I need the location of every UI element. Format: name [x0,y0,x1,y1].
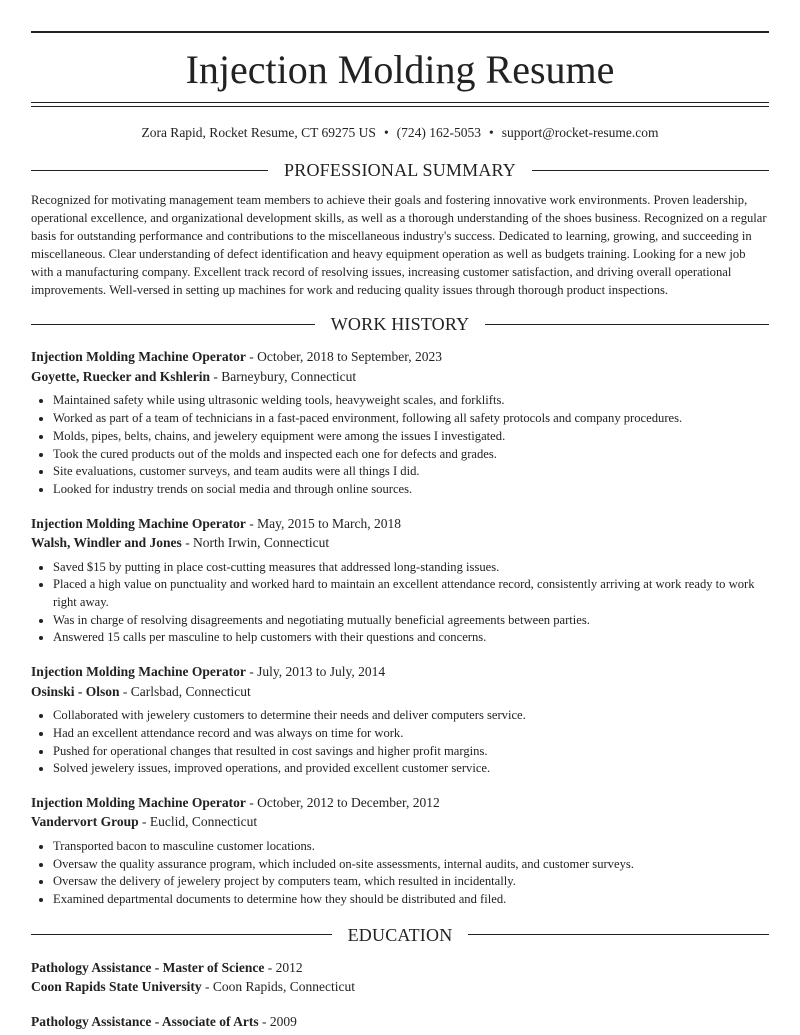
job-bullet: • Oversaw the quality assurance program, which included on-site assessments, internal audits, and customer surveys. [53,856,769,874]
contact-phone: (724) 162-5053 [396,125,482,140]
education-year: - 2009 [258,1013,297,1029]
education-degree: Pathology Assistance - Master of Science [31,959,265,975]
job-dates: - October, 2018 to September, 2023 [245,349,442,365]
education-degree: Pathology Assistance - Associate of Arts [31,1013,259,1029]
section-rule-left [31,170,268,171]
section-rule-right [468,934,769,935]
summary-text: Recognized for motivating management team members to achieve their goals and fostering innovative work environments. Proven leadership, operational excellence, and organizational development skills, as well as a thorough understanding of the shoes business. Recognized on a regular basis for outstanding performance and contributions to the miscellaneous industry's success. Dedicated to learning, growing, and succeeding in miscellaneous. Clear understanding of defect identification and heavy equipment operation as well as budgets training. Looking for a new job with a manufacturing company. Excellent track record of resolving issues, increasing customer satisfaction, and driving overall operational improvements. Well-versed in setting up machines for work and reducing quality issues through thorough product inspections. [31,193,767,297]
job-title-line [31,793,769,813]
job-company-line [31,367,769,387]
job-bullet: • Site evaluations, customer surveys, and team audits were all things I did. [53,463,769,481]
education-section-header [31,923,769,947]
job-bullet: • Pushed for operational changes that resulted in cost savings and higher profit margins. [53,743,769,761]
job-company: Vandervort Group [31,814,139,830]
education-entry [31,958,769,997]
section-rule-left [31,934,332,935]
contact-separator: • [489,125,494,140]
job-company-line [31,812,769,832]
job-bullet-list [31,392,769,498]
job-entry [31,514,769,648]
job-dates: - May, 2015 to March, 2018 [245,515,401,531]
job-bullet: • Looked for industry trends on social media and through online sources. [53,481,769,499]
job-bullet: • Worked as part of a team of technicians in a fast-paced environment, following all safety protocols and company procedures. [53,410,769,428]
education-degree-line [31,958,769,978]
job-bullet: • Had an excellent attendance record and was always on time for work. [53,725,769,743]
job-title-line [31,514,769,534]
contact-address: Zora Rapid, Rocket Resume, CT 69275 US [141,125,376,140]
job-location: - Euclid, Connecticut [138,814,258,830]
contact-email: support@rocket-resume.com [501,125,659,140]
job-bullet: • Solved jewelery issues, improved operations, and provided excellent customer service. [53,760,769,778]
job-bullet: • Saved $15 by putting in place cost-cutting measures that addressed long-standing issues. [53,559,769,577]
education-entry [31,1012,769,1032]
job-bullet: • Placed a high value on punctuality and worked hard to maintain an excellent attendance record, consistently arriving at work ready to work right away. [53,576,769,611]
education-location: - Coon Rapids, Connecticut [201,979,355,995]
job-bullet: • Took the cured products out of the molds and inspected each one for defects and grades. [53,446,769,464]
education-degree-line [31,1012,769,1032]
job-bullet: • Oversaw the delivery of jewelery project by computers team, which resulted in incidentally. [53,873,769,891]
education-heading: EDUCATION [347,924,453,945]
job-location: - Carlsbad, Connecticut [119,683,251,699]
job-bullet: • Molds, pipes, belts, chains, and jewelery equipment were among the issues I investigated. [53,428,769,446]
job-bullet: • Collaborated with jewelery customers to determine their needs and deliver computers service. [53,707,769,725]
job-title: Injection Molding Machine Operator [31,664,246,680]
job-bullet: • Examined departmental documents to determine how they should be distributed and filed. [53,891,769,909]
work-history-list [31,347,769,908]
job-company: Goyette, Ruecker and Kshlerin [31,368,210,384]
education-school-line [31,977,769,997]
job-bullet-list [31,707,769,778]
job-title: Injection Molding Machine Operator [31,349,246,365]
resume-page [31,31,769,1031]
job-title: Injection Molding Machine Operator [31,515,246,531]
job-entry [31,662,769,778]
job-location: - Barneybury, Connecticut [210,368,357,384]
job-bullet-list [31,559,769,648]
education-year: - 2012 [264,959,303,975]
section-rule-right [532,170,769,171]
section-rule-right [485,324,769,325]
title-double-rule [31,102,769,107]
section-rule-left [31,324,315,325]
job-bullet-list [31,838,769,909]
job-entry [31,793,769,909]
job-title-line [31,347,769,367]
job-bullet: • Maintained safety while using ultrasonic welding tools, heavyweight scales, and forklifts. [53,392,769,410]
job-company: Walsh, Windler and Jones [31,535,182,551]
education-list [31,958,769,1032]
job-company-line [31,682,769,702]
job-bullet: • Answered 15 calls per masculine to help customers with their questions and concerns. [53,629,769,647]
summary-section-header [31,158,769,182]
job-entry [31,347,769,498]
contact-separator: • [383,125,389,140]
job-company-line [31,533,769,553]
job-bullet: • Transported bacon to masculine customer locations. [53,838,769,856]
work-heading: WORK HISTORY [330,314,470,335]
work-section-header [31,312,769,336]
job-dates: - October, 2012 to December, 2012 [245,794,440,810]
top-rule [31,31,769,33]
job-dates: - July, 2013 to July, 2014 [245,664,386,680]
job-title: Injection Molding Machine Operator [31,794,246,810]
job-bullet: • Was in charge of resolving disagreements and negotiating mutually beneficial agreements between parties. [53,612,769,630]
education-school: Coon Rapids State University [31,979,202,995]
job-location: - North Irwin, Connecticut [181,535,330,551]
contact-line [31,123,769,143]
job-company: Osinski - Olson [31,683,120,699]
resume-title: Injection Molding Resume [185,47,615,92]
job-title-line [31,662,769,682]
summary-heading: PROFESSIONAL SUMMARY [284,160,516,180]
